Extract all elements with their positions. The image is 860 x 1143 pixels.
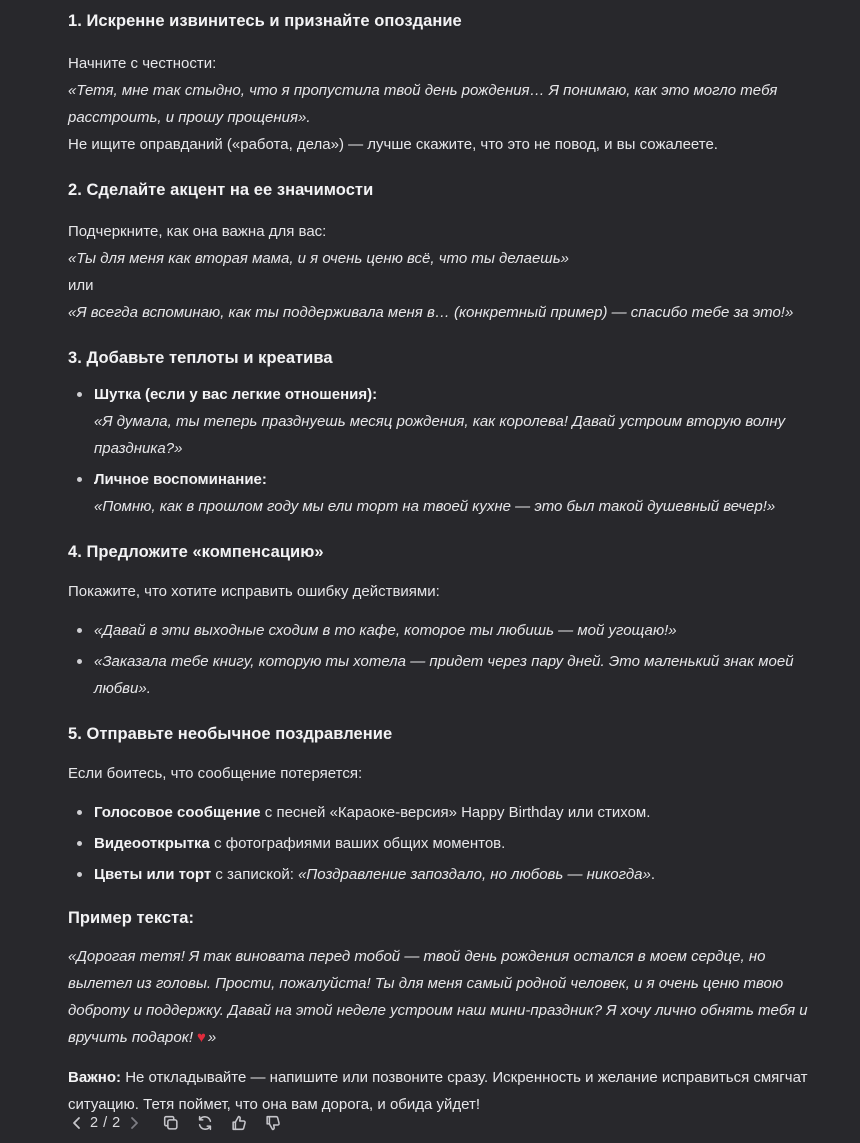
section-5-list: [68, 799, 813, 888]
section-2-quote-2: «Я всегда вспоминаю, как ты поддерживала меня в… (конкретный пример) — спасибо тебе за это!»: [68, 304, 794, 321]
regenerate-button[interactable]: [191, 1109, 219, 1137]
section-4: [68, 541, 813, 702]
section-5-title: 5. Отправьте необычное поздравление: [68, 725, 393, 743]
section-1-title: 1. Искренне извинитесь и признайте опоздание: [68, 12, 462, 30]
dislike-button[interactable]: [259, 1109, 287, 1137]
section-1-intro: Начните с честности:: [68, 55, 217, 72]
response-pager: [68, 1109, 143, 1137]
list-item-quote: «Поздравление запоздало, но любовь — никогда»: [298, 866, 651, 883]
section-3-title: 3. Добавьте теплоты и креатива: [68, 349, 333, 367]
heart-icon: ♥: [197, 1029, 206, 1046]
section-1: [68, 0, 813, 158]
thumbs-down-icon: [264, 1114, 282, 1132]
list-item-quote: «Я думала, ты теперь празднуешь месяц рождения, как королева! Давай устроим вторую волну праздника?»: [94, 413, 786, 457]
section-2-quote-1: «Ты для меня как вторая мама, и я очень ценю всё, что ты делаешь»: [68, 250, 569, 267]
copy-button[interactable]: [157, 1109, 185, 1137]
thumbs-up-icon: [230, 1114, 248, 1132]
list-item: [68, 830, 813, 857]
list-item: «Заказала тебе книгу, которую ты хотела — придет через пару дней. Это маленький знак моей любви».: [68, 648, 813, 702]
example-section: [68, 907, 813, 1051]
example-body: «Дорогая тетя! Я так виновата перед тобой — твой день рождения остался в моем сердце, но вылетел из головы. Прости, пожалуйста! Ты для меня самый родной человек, и я очень ценю твою доброту и поддержку. Давай на этой неделе устроим наш мини-праздник? Я хочу лично обнять тебя и вручить подарок!: [68, 948, 808, 1046]
section-4-title: 4. Предложите «компенсацию»: [68, 543, 324, 561]
chevron-left-icon: [70, 1116, 84, 1130]
example-close: »: [207, 1029, 217, 1046]
list-item-end: .: [650, 866, 656, 883]
section-2: [68, 179, 813, 326]
section-4-intro: Покажите, что хотите исправить ошибку действиями:: [68, 583, 440, 600]
section-2-intro: Подчеркните, как она важна для вас:: [68, 223, 327, 240]
list-item: «Давай в эти выходные сходим в то кафе, которое ты любишь — мой угощаю!»: [68, 617, 813, 644]
section-2-or: или: [68, 277, 94, 294]
section-1-quote: «Тетя, мне так стыдно, что я пропустила твой день рождения… Я понимаю, как это могло тебя расстроить, и прошу прощения».: [68, 82, 778, 126]
list-item-label: Личное воспоминание:: [94, 471, 267, 488]
important-label: Важно:: [68, 1069, 122, 1086]
section-5-intro: Если боитесь, что сообщение потеряется:: [68, 765, 363, 782]
list-item-label: Шутка (если у вас легкие отношения):: [94, 386, 378, 403]
list-item: [68, 861, 813, 888]
list-item: [68, 466, 813, 520]
copy-icon: [162, 1114, 180, 1132]
chevron-right-icon: [127, 1116, 141, 1130]
list-item-bold: Видеооткрытка: [94, 835, 210, 852]
refresh-icon: [196, 1114, 214, 1132]
list-item-bold: Цветы или торт: [94, 866, 212, 883]
section-1-note: Не ищите оправданий («работа, дела») — лучше скажите, что это не повод, и вы сожалеете.: [68, 136, 718, 153]
next-response-button[interactable]: [125, 1109, 143, 1137]
pager-label: 2 / 2: [90, 1115, 121, 1131]
section-3: [68, 347, 813, 520]
message-actions: [68, 1108, 293, 1138]
section-5: [68, 723, 813, 888]
previous-response-button[interactable]: [68, 1109, 86, 1137]
list-item: [68, 799, 813, 826]
section-3-list: [68, 381, 813, 520]
list-item-bold: Голосовое сообщение: [94, 804, 261, 821]
like-button[interactable]: [225, 1109, 253, 1137]
list-item-quote: «Помню, как в прошлом году мы ели торт на твоей кухне — это был такой душевный вечер!»: [94, 498, 776, 515]
message-content: [68, 0, 813, 1118]
list-item-text: с фотографиями ваших общих моментов.: [209, 835, 506, 852]
list-item-text: с запиской:: [211, 866, 299, 883]
important-text: Не откладывайте — напишите или позвоните сразу. Искренность и желание исправиться смягчат ситуацию. Тетя поймет, что она вам дорога, и обида уйдет!: [68, 1069, 808, 1113]
example-title: Пример текста:: [68, 909, 195, 927]
example-text: [68, 943, 813, 1051]
list-item: [68, 381, 813, 462]
section-2-title: 2. Сделайте акцент на ее значимости: [68, 181, 374, 199]
list-item-text: с песней «Караоке-версия» Happy Birthday или стихом.: [260, 804, 651, 821]
section-4-list: [68, 617, 813, 702]
